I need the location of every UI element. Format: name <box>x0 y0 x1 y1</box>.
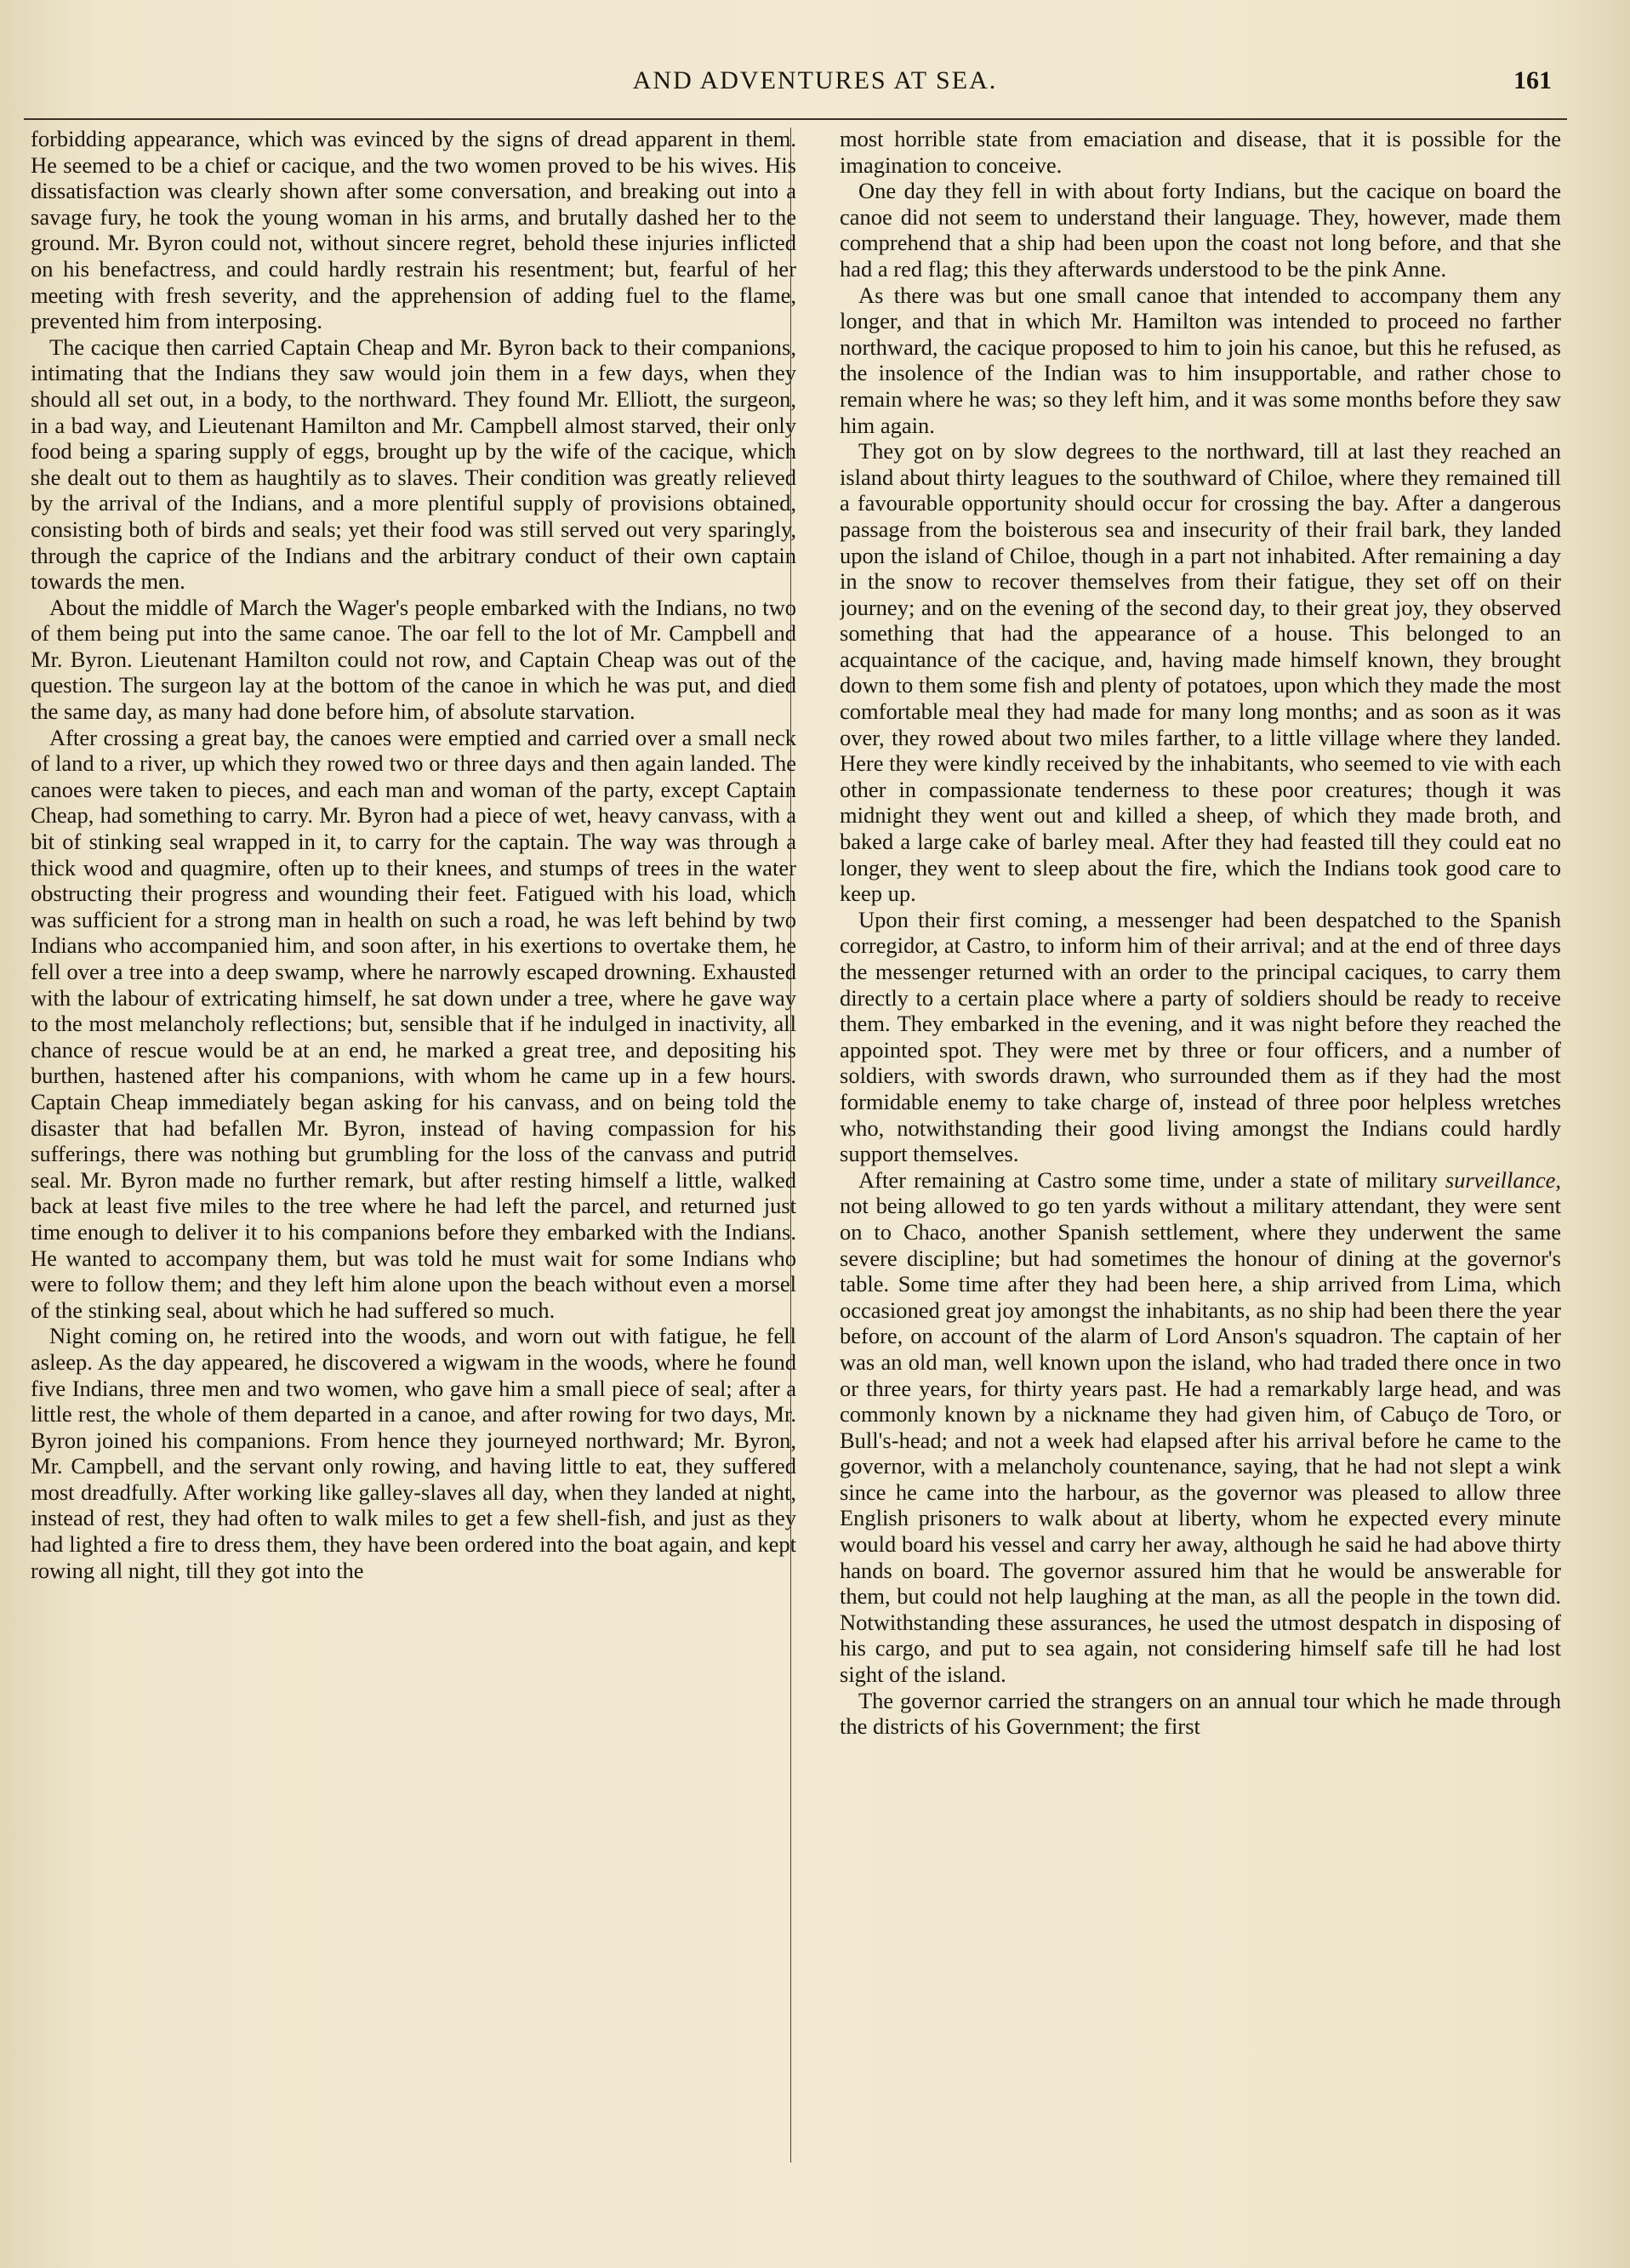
right-paragraph-3: As there was but one small canoe that intended to accompany them any longer, and that in which Mr. Hamilton was intended to proceed no farther northward, the cacique proposed to him to join his canoe, but this he refused, as the insolence of the Indian was to him insupportable, and rather chose to remain where he was; so they left him, and it was some months before they saw him again. <box>840 282 1561 438</box>
right-paragraph-7: The governor carried the strangers on an annual tour which he made through the districts of his Government; the first <box>840 1687 1561 1740</box>
left-paragraph-2: The cacique then carried Captain Cheap and Mr. Byron back to their companions, intimating that the Indians they saw would join them in a few days, when they should all set out, in a body, to the northward. They found Mr. Elliott, the surgeon, in a bad way, and Lieutenant Hamilton and Mr. Campbell almost starved, their only food being a sparing supply of eggs, brought up by the wife of the cacique, which she dealt out to them as haughtily as to slaves. Their condition was greatly relieved by the arrival of the Indians, and a more plentiful supply of provisions obtained, consisting both of birds and seals; yet their food was still served out very sparingly, through the caprice of the Indians and the arbitrary conduct of their own captain towards the men. <box>31 333 796 595</box>
right-paragraph-4: They got on by slow degrees to the northward, till at last they reached an island about thirty leagues to the southward of Chiloe, where they remained till a favourable opportunity should occur for crossing the bay. After a dangerous passage from the boisterous sea and insecurity of their frail bark, they landed upon the island of Chiloe, though in a part not inhabited. After remaining a day in the snow to recover themselves from their fatigue, they set off on their journey; and on the evening of the second day, to their great joy, they observed something that had the appearance of a house. This belonged to an acquaintance of the cacique, and, having made himself known, they brought down to them some fish and plenty of potatoes, upon which they made the most comfortable meal they had made for many long months; and as soon as it was over, they rowed about two miles farther, to a little village where they landed. Here they were kindly received by the inhabitants, who seemed to vie with each other in compassionate tenderness to these poor creatures; though it was midnight they went out and killed a sheep, of which they made broth, and baked a large cake of barley meal. After they had feasted till they could eat no longer, they went to sleep about the fire, which the Indians took good care to keep up. <box>840 438 1561 907</box>
page-number: 161 <box>1513 66 1552 94</box>
left-column <box>31 126 796 2244</box>
italic-word: surveillance, <box>1445 1166 1561 1193</box>
right-column <box>840 126 1561 2244</box>
left-paragraph-4: After crossing a great bay, the canoes were emptied and carried over a small neck of land to a river, up which they rowed two or three days and then again landed. The canoes were taken to pieces, and each man and woman of the party, except Captain Cheap, had something to carry. Mr. Byron had a piece of wet, heavy canvass, with a bit of stinking seal wrapped in it, to carry for the captain. The way was through a thick wood and quagmire, often up to their knees, and stumps of trees in the water obstructing their progress and wounding their feet. Fatigued with his load, which was sufficient for a strong man in health on such a road, he was left behind by two Indians who accompanied him, and soon after, in his exertions to overtake them, he fell over a tree into a deep swamp, where he narrowly escaped drowning. Exhausted with the labour of extricating himself, he sat down under a tree, where he gave way to the most melancholy reflections; but, sensible that if he indulged in inactivity, all chance of rescue would be at an end, he marked a great tree, and depositing his burthen, hastened after his companions, with whom he came up in a few hours. Captain Cheap immediately began asking for his canvass, and on being told the disaster that had befallen Mr. Byron, instead of having compassion for his sufferings, there was nothing but grumbling for the loss of the canvass and putrid seal. Mr. Byron made no further remark, but after resting himself a little, walked back at least five miles to the tree where he had left the parcel, and returned just time enough to deliver it to his companions before they embarked with the Indians. He wanted to accompany them, but was told he must wait for some Indians who were to follow them; and they left him alone upon the beach without even a morsel of the stinking seal, about which he had suffered so much. <box>31 724 796 1323</box>
right-paragraph-1: most horrible state from emaciation and disease, that it is possible for the imagination to conceive. <box>840 126 1561 178</box>
left-paragraph-3: About the middle of March the Wager's people embarked with the Indians, no two of them being put into the same canoe. The oar fell to the lot of Mr. Campbell and Mr. Byron. Lieutenant Hamilton could not row, and Captain Cheap was out of the question. The surgeon lay at the bottom of the canoe in which he was put, and died the same day, as many had done before him, of absolute starvation. <box>31 594 796 725</box>
column-divider <box>790 128 791 2163</box>
right-paragraph-2: One day they fell in with about forty Indians, but the cacique on board the canoe did not seem to understand their language. They, however, made them comprehend that a ship had been upon the coast not long before, and that she had a red flag; this they afterwards understood to be the pink Anne. <box>840 178 1561 282</box>
page-header <box>0 66 1630 100</box>
right-paragraph-6-start: After remaining at Castro some time, under a state of military <box>858 1166 1438 1193</box>
left-paragraph-5: Night coming on, he retired into the woods, and worn out with fatigue, he fell asleep. As the day appeared, he discovered a wigwam in the woods, where he found five Indians, three men and two women, who gave him a small piece of seal; after a little rest, the whole of them departed in a canoe, and after rowing for two days, Mr. Byron joined his companions. From hence they journeyed northward; Mr. Byron, Mr. Campbell, and the servant only rowing, and having little to eat, they suffered most dreadfully. After working like galley-slaves all day, when they landed at night, instead of rest, they had often to walk miles to get a few shell-fish, and just as they had lighted a fire to dress them, they have been ordered into the boat again, and kept rowing all night, till they got into the <box>31 1323 796 1583</box>
right-paragraph-6 <box>840 1167 1561 1688</box>
right-paragraph-5: Upon their first coming, a messenger had been despatched to the Spanish corregidor, at Castro, to inform him of their arrival; and at the end of three days the messenger returned with an order to the principal caciques, to carry them directly to a certain place where a party of soldiers should be ready to receive them. They embarked in the evening, and it was night before they reached the appointed spot. They were met by three or four officers, and a number of soldiers, with swords drawn, who surrounded them as if they had the most formidable enemy to take charge of, instead of three poor helpless wretches who, notwithstanding their good living amongst the Indians could hardly support themselves. <box>840 906 1561 1167</box>
left-paragraph-1: forbidding appearance, which was evinced by the signs of dread apparent in them. He seemed to be a chief or cacique, and the two women proved to be his wives. His dissatisfaction was clearly shown after some conversation, and breaking out into a savage fury, he took the young woman in his arms, and brutally dashed her to the ground. Mr. Byron could not, without sincere regret, behold these injuries inflicted on his benefactress, and could hardly restrain his resentment; but, fearful of her meeting with fresh severity, and the apprehension of adding fuel to the flame, prevented him from interposing. <box>31 126 796 334</box>
right-paragraph-6-rest: not being allowed to go ten yards without a military attendant, they were sent on to Chaco, another Spanish settlement, where they underwent the same severe discipline; but had sometimes the honour of dining at the governor's table. Some time after they had been here, a ship arrived from Lima, which occasioned great joy amongst the inhabitants, as no ship had been there the year before, on account of the alarm of Lord Anson's squadron. The captain of her was an old man, well known upon the island, who had traded there once in two or three years, for thirty years past. He had a remarkably large head, and was commonly known by a nickname they had given him, of Cabuço de Toro, or Bull's-head; and not a week had elapsed after his arrival before he came to the governor, with a melancholy countenance, saying, that he had not slept a wink since he came into the harbour, as the governor was pleased to allow three English prisoners to walk about at liberty, whom he expected every minute would board his vessel and carry her away, although he said he had above thirty hands on board. The governor assured him that he would be answerable for them, but could not help laughing at the man, as all the people in the town did. Notwithstanding these assurances, he used the utmost despatch in disposing of his cargo, and put to sea again, not considering himself safe till he had lost sight of the island. <box>840 1193 1561 1688</box>
running-head: AND ADVENTURES AT SEA. <box>632 66 998 94</box>
header-rule <box>24 118 1567 120</box>
